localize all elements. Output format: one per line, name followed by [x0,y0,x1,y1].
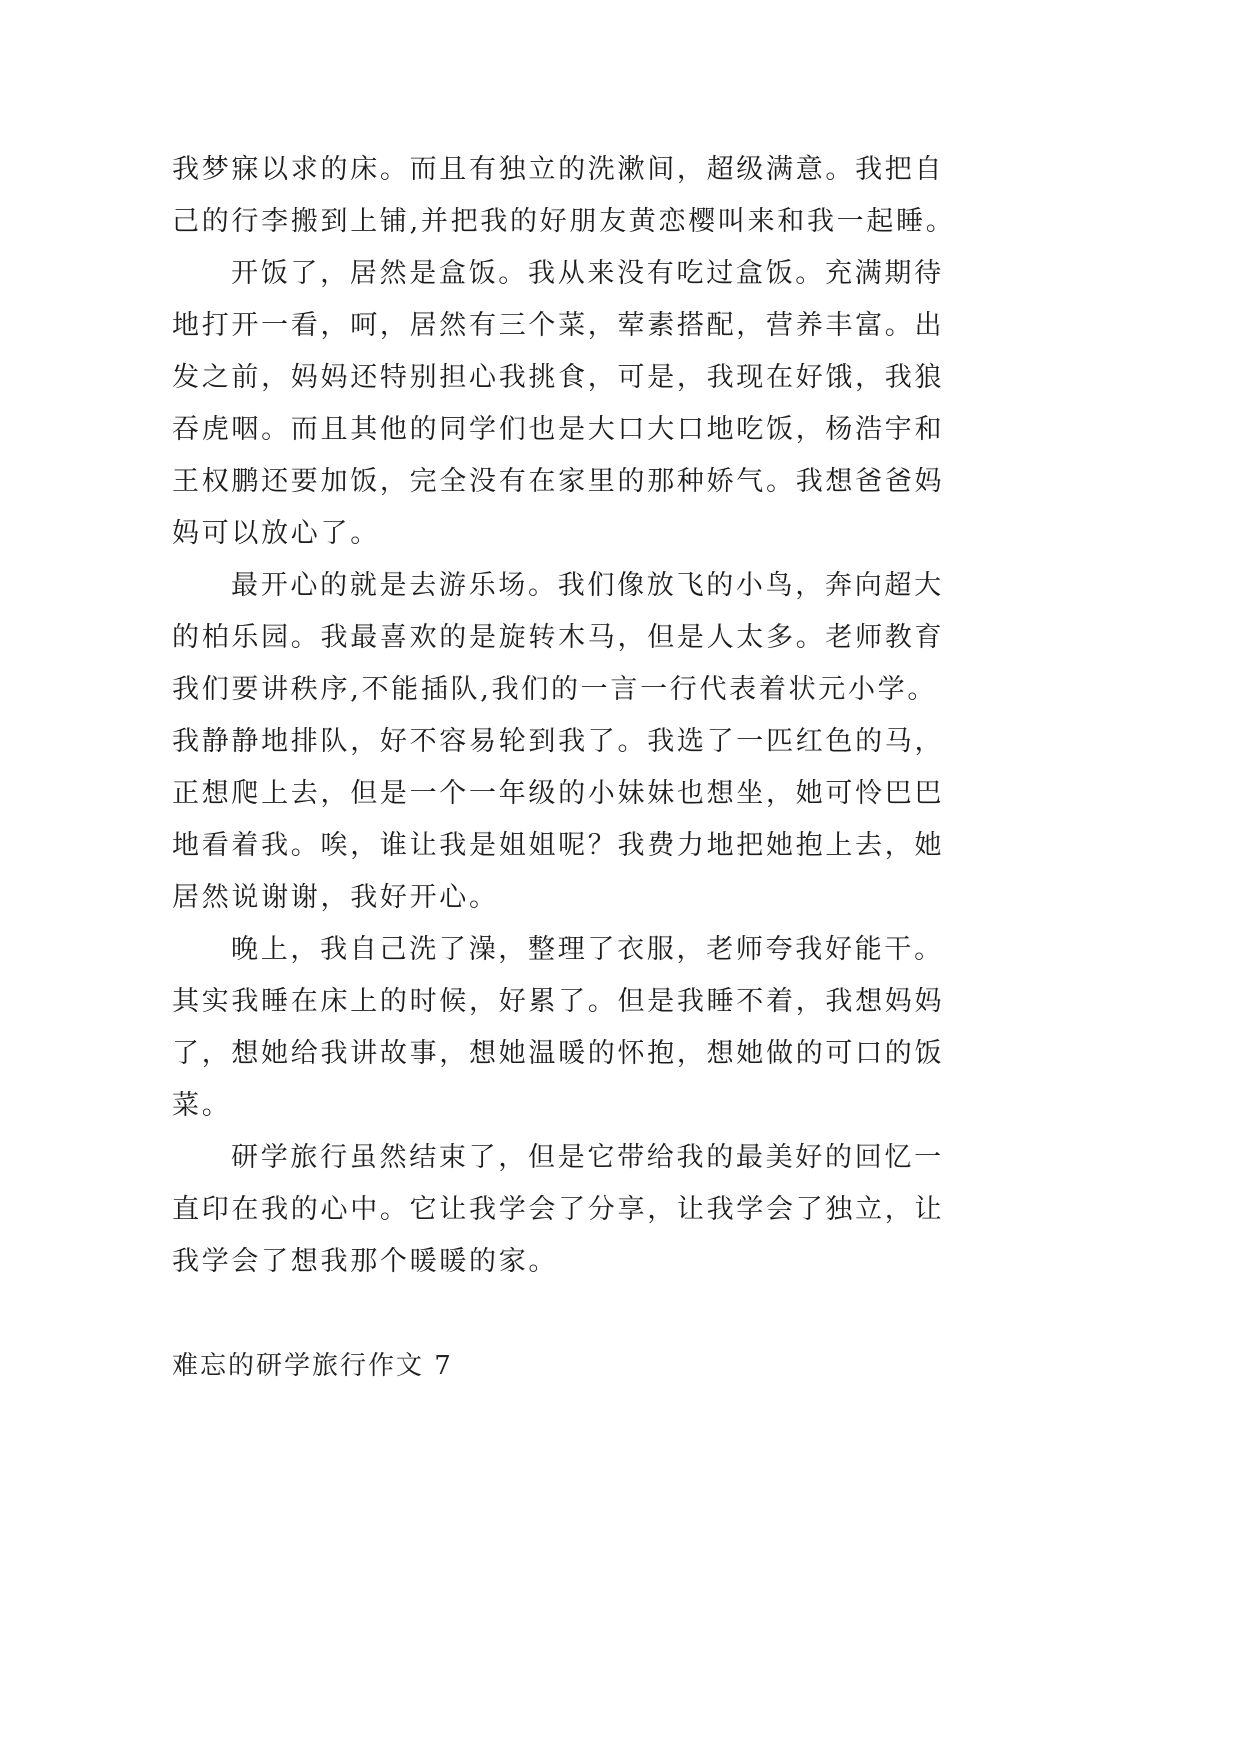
text-line: 最开心的就是去游乐场。我们像放飞的小鸟，奔向超大 [231,570,944,601]
text-line: 地打开一看，呵，居然有三个菜，荤素搭配，营养丰富。出 [172,310,945,341]
paragraph [172,144,1072,248]
text-line: 了，想她给我讲故事，想她温暖的怀抱，想她做的可口的饭 [172,1038,945,1069]
text-line: 我们要讲秩序,不能插队,我们的一言一行代表着状元小学。 [172,674,938,705]
text-line: 地看着我。唉，谁让我是姐姐呢？我费力地把她抱上去，她 [172,830,945,861]
paragraph [172,248,1072,560]
text-line: 我学会了想我那个暖暖的家。 [172,1246,559,1277]
text-line: 发之前，妈妈还特别担心我挑食，可是，我现在好饿，我狼 [172,362,945,393]
text-line: 晚上，我自己洗了澡，整理了衣服，老师夸我好能干。 [231,934,944,965]
text-line: 菜。 [172,1090,232,1121]
text-line: 妈可以放心了。 [172,518,380,549]
text-line: 正想爬上去，但是一个一年级的小妹妹也想坐，她可怜巴巴 [172,778,945,809]
text-line: 居然说谢谢，我好开心。 [172,882,499,913]
paragraph [172,924,1072,1132]
section-heading: 难忘的研学旅行作文 7 [172,1351,453,1381]
text-line: 其实我睡在床上的时候，好累了。但是我睡不着，我想妈妈 [172,986,945,1017]
text-line: 直印在我的心中。它让我学会了分享，让我学会了独立，让 [172,1194,945,1225]
paragraph [172,560,1072,924]
text-line: 王权鹏还要加饭，完全没有在家里的那种娇气。我想爸爸妈 [172,466,945,497]
text-line: 吞虎咽。而且其他的同学们也是大口大口地吃饭，杨浩宇和 [172,414,945,445]
paragraph [172,1132,1072,1288]
text-line: 我静静地排队，好不容易轮到我了。我选了一匹红色的马， [172,726,945,757]
document-page [172,144,1072,1392]
text-line: 研学旅行虽然结束了，但是它带给我的最美好的回忆一 [231,1142,944,1173]
text-line: 开饭了，居然是盒饭。我从来没有吃过盒饭。充满期待 [231,258,944,289]
text-line: 己的行李搬到上铺,并把我的好朋友黄恋樱叫来和我一起睡。 [172,206,956,237]
text-line: 我梦寐以求的床。而且有独立的洗漱间，超级满意。我把自 [172,154,945,185]
text-line: 的柏乐园。我最喜欢的是旋转木马，但是人太多。老师教育 [172,622,945,653]
